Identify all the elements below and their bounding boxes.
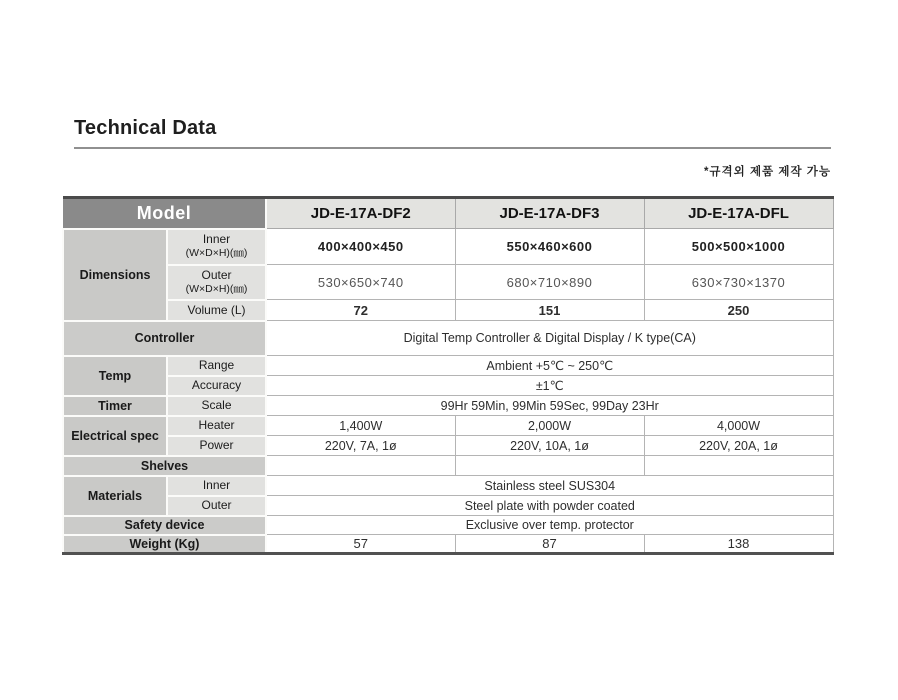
power-df3: 220V, 10A, 1ø bbox=[455, 436, 644, 456]
table-row-materials-outer bbox=[63, 496, 833, 516]
weight-df3: 87 bbox=[455, 535, 644, 554]
electrical-spec-label: Electrical spec bbox=[63, 416, 167, 456]
scale-value: 99Hr 59Min, 99Min 59Sec, 99Day 23Hr bbox=[266, 396, 833, 416]
shelves-dfl bbox=[644, 456, 833, 476]
table-row-safety bbox=[63, 516, 833, 535]
timer-label: Timer bbox=[63, 396, 167, 416]
shelves-label: Shelves bbox=[63, 456, 266, 476]
weight-dfl: 138 bbox=[644, 535, 833, 554]
table-row-dim-inner bbox=[63, 229, 833, 265]
heater-label: Heater bbox=[167, 416, 266, 436]
table-row-weight bbox=[63, 535, 833, 554]
inner-dim-dfl: 500×500×1000 bbox=[644, 229, 833, 265]
scale-label: Scale bbox=[167, 396, 266, 416]
weight-label: Weight (Kg) bbox=[63, 535, 266, 554]
heater-df3: 2,000W bbox=[455, 416, 644, 436]
materials-outer-label: Outer bbox=[167, 496, 266, 516]
heater-dfl: 4,000W bbox=[644, 416, 833, 436]
technical-data-table bbox=[62, 196, 834, 555]
shelves-df3 bbox=[455, 456, 644, 476]
inner-dim-label-line1: Inner bbox=[202, 232, 231, 247]
controller-label: Controller bbox=[63, 321, 266, 356]
table-row-heater bbox=[63, 416, 833, 436]
volume-dfl: 250 bbox=[644, 300, 833, 321]
inner-dim-label-line2: (W×D×H)(㎜) bbox=[185, 247, 248, 260]
materials-outer-value: Steel plate with powder coated bbox=[266, 496, 833, 516]
materials-inner-value: Stainless steel SUS304 bbox=[266, 476, 833, 496]
table-row-temp-accuracy bbox=[63, 376, 833, 396]
power-label: Power bbox=[167, 436, 266, 456]
materials-label: Materials bbox=[63, 476, 167, 516]
table-row-header bbox=[63, 198, 833, 229]
outer-dim-df2: 530×650×740 bbox=[266, 265, 455, 300]
table-row-power bbox=[63, 436, 833, 456]
safety-device-label: Safety device bbox=[63, 516, 266, 535]
outer-dim-df3: 680×710×890 bbox=[455, 265, 644, 300]
accuracy-label: Accuracy bbox=[167, 376, 266, 396]
accuracy-value: ±1℃ bbox=[266, 376, 833, 396]
table-row-materials-inner bbox=[63, 476, 833, 496]
spec-note: *규격외 제품 제작 가능 bbox=[703, 166, 831, 178]
volume-df2: 72 bbox=[266, 300, 455, 321]
outer-dim-dfl: 630×730×1370 bbox=[644, 265, 833, 300]
shelves-df2 bbox=[266, 456, 455, 476]
heater-df2: 1,400W bbox=[266, 416, 455, 436]
model-name-dfl: JD-E-17A-DFL bbox=[644, 198, 833, 229]
controller-value: Digital Temp Controller & Digital Display / K type(CA) bbox=[266, 321, 833, 356]
outer-dim-label-line2: (W×D×H)(㎜) bbox=[185, 282, 248, 295]
inner-dim-label bbox=[167, 229, 266, 265]
inner-dim-df3: 550×460×600 bbox=[455, 229, 644, 265]
table-row-dim-outer bbox=[63, 265, 833, 300]
model-header-cell: Model bbox=[63, 198, 266, 229]
safety-device-value: Exclusive over temp. protector bbox=[266, 516, 833, 535]
volume-df3: 151 bbox=[455, 300, 644, 321]
materials-inner-label: Inner bbox=[167, 476, 266, 496]
power-df2: 220V, 7A, 1ø bbox=[266, 436, 455, 456]
outer-dim-label bbox=[167, 265, 266, 300]
weight-df2: 57 bbox=[266, 535, 455, 554]
volume-label: Volume (L) bbox=[167, 300, 266, 321]
page-title: Technical Data bbox=[74, 117, 217, 139]
range-label: Range bbox=[167, 356, 266, 376]
table-row-volume bbox=[63, 300, 833, 321]
table-row-temp-range bbox=[63, 356, 833, 376]
model-name-df3: JD-E-17A-DF3 bbox=[455, 198, 644, 229]
power-dfl: 220V, 20A, 1ø bbox=[644, 436, 833, 456]
title-underline bbox=[74, 147, 831, 149]
inner-dim-df2: 400×400×450 bbox=[266, 229, 455, 265]
model-name-df2: JD-E-17A-DF2 bbox=[266, 198, 455, 229]
outer-dim-label-line1: Outer bbox=[201, 267, 232, 282]
table-row-timer-scale bbox=[63, 396, 833, 416]
table-row-shelves bbox=[63, 456, 833, 476]
dimensions-label: Dimensions bbox=[63, 229, 167, 321]
table-row-controller bbox=[63, 321, 833, 356]
range-value: Ambient +5℃ ~ 250℃ bbox=[266, 356, 833, 376]
temp-label: Temp bbox=[63, 356, 167, 396]
